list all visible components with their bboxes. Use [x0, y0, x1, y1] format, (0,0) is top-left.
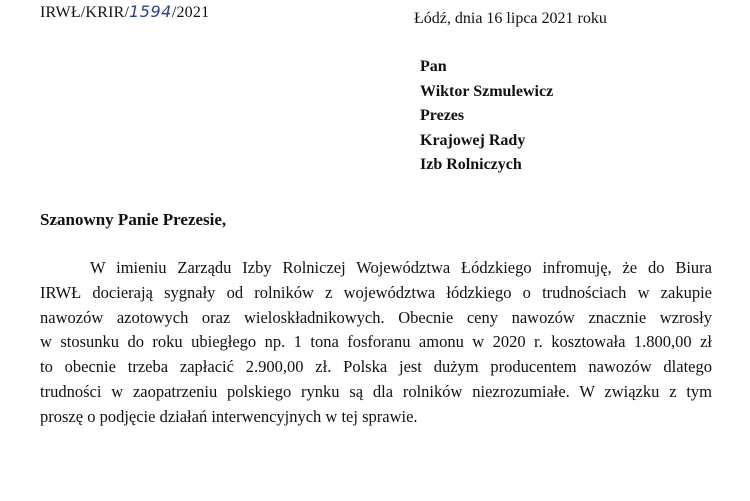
reference-number: [40, 2, 209, 22]
addressee-line: Wiktor Szmulewicz: [420, 82, 554, 100]
body-line: IRWŁ docierają sygnały od rolników z województwa łódzkiego o trudnościach w zakupie: [40, 282, 712, 302]
addressee-block: [420, 55, 553, 178]
reference-suffix: /2021: [171, 4, 210, 21]
salutation: Szanowny Panie Prezesie,: [40, 210, 227, 229]
body-line: w stosunku do roku ubiegłego np. 1 tona fosforanu amonu w 2020 r. kosztowała 1.800,00 zł: [40, 332, 712, 352]
body-line: nawozów azotowych oraz wieloskładnikowych. Obecnie ceny nawozów znacznie wzrosły: [40, 307, 712, 327]
reference-prefix: IRWŁ/KRIR/: [40, 4, 130, 21]
body-line: trudności w zaopatrzeniu polskiego rynku są dla rolników niezrozumiałe. W związku z tym: [40, 381, 712, 401]
handwritten-reference-number: 1594: [129, 2, 172, 21]
addressee-line: Krajowej Rady: [420, 131, 526, 149]
body-line: to obecnie trzeba zapłacić 2.900,00 zł. Polska jest dużym producentem nawozów dlatego: [40, 357, 712, 377]
addressee-line: Prezes: [420, 107, 465, 124]
body-line: W imieniu Zarządu Izby Rolniczej Województwa Łódzkiego infromuję, że do Biura: [90, 258, 712, 277]
addressee-line: Pan: [420, 58, 447, 75]
letter-date: Łódź, dnia 16 lipca 2021 roku: [414, 10, 607, 27]
body-line: proszę o podjęcie działań interwencyjnych w tej sprawie.: [40, 406, 418, 426]
letter-body: [40, 256, 712, 430]
addressee-line: Izb Rolniczych: [420, 156, 522, 173]
